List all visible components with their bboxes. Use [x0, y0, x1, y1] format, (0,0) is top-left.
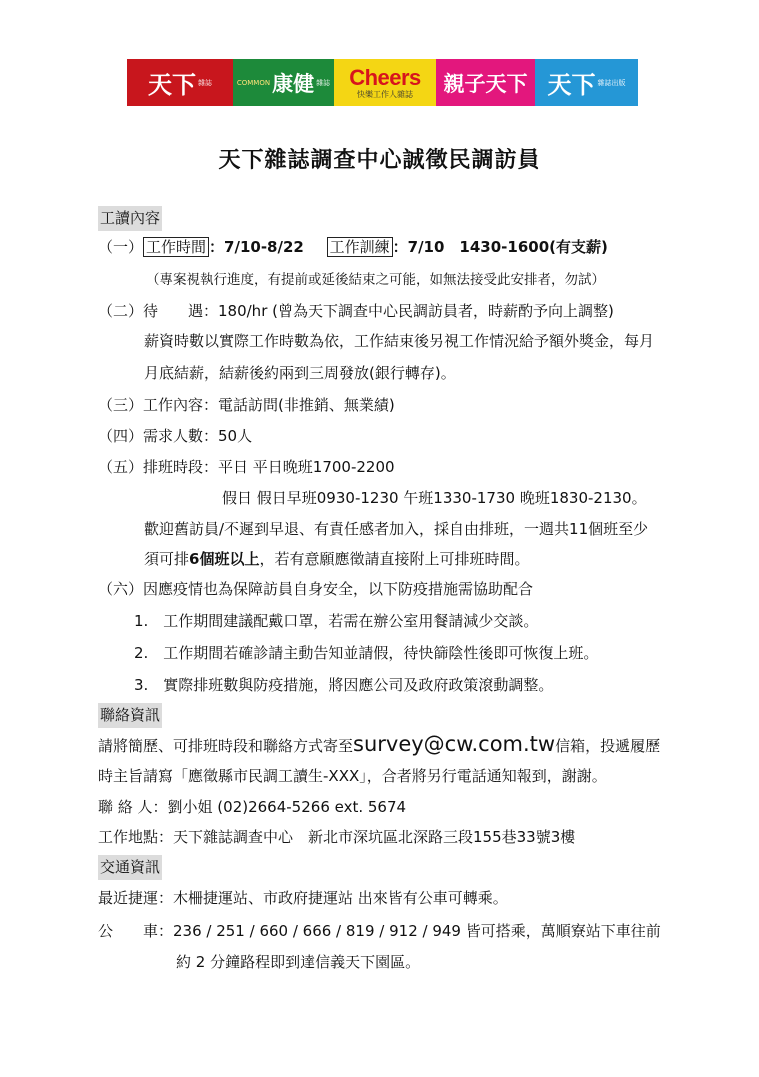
item-two: （二）待 遇：180/hr (曾為天下調查中心民調訪員者，時薪酌予向上調整)	[98, 302, 614, 320]
bus-info-2: 約 2 分鐘路程即到達信義天下園區。	[176, 953, 421, 971]
work-period-value: ：7/10-8/22	[209, 238, 304, 256]
cheers-logo: Cheers 快樂工作人雜誌	[334, 59, 436, 106]
item-four: （四）需求人數：50人	[98, 427, 253, 445]
work-period-label: 工作時間	[143, 237, 209, 257]
min-shifts-emphasis: 6個班以上	[189, 550, 260, 568]
training-label: 工作訓練	[327, 237, 393, 257]
item-five: （五）排班時段：平日 平日晚班1700-2200	[98, 458, 395, 476]
training-value: ：7/10 1430-1600(有支薪)	[392, 238, 608, 256]
parenting-logo: 親子天下	[436, 59, 535, 106]
item-two-detail-1: 薪資時數以實際工作時數為依，工作結束後另視工作情況給予額外獎金，每月	[144, 332, 655, 350]
item-two-detail-2: 月底結薪，結薪後約兩到三周發放(銀行轉存)。	[144, 364, 456, 382]
mrt-info: 最近捷運：木柵捷運站、市政府捷運站 出來皆有公車可轉乘。	[98, 889, 508, 907]
contact-person: 聯 絡 人：劉小姐 (02)2664-5266 ext. 5674	[98, 798, 407, 816]
item-one-number: （一）	[98, 238, 144, 256]
publisher-logo-bar	[127, 59, 638, 106]
email-address: survey@cw.com.tw	[353, 732, 556, 756]
item-six: （六）因應疫情也為保障訪員自身安全，以下防疫措施需協助配合	[98, 580, 534, 598]
item-five-detail-2: 須可排6個班以上，若有意願應徵請直接附上可排班時間。	[144, 550, 530, 568]
item-one-note: （專案視執行進度，有提前或延後結束之可能，如無法接受此安排者，勿試）	[146, 272, 605, 288]
bus-info: 公 車：236 / 251 / 660 / 666 / 819 / 912 / 949 皆可搭乘，萬順寮站下車往前	[98, 922, 661, 940]
work-location: 工作地點：天下雜誌調查中心 新北市深坑區北深路三段155巷33號3樓	[98, 828, 576, 846]
page-title: 天下雜誌調查中心誠徵民調訪員	[218, 148, 541, 173]
section-heading-work: 工讀內容	[98, 206, 162, 231]
item-three: （三）工作內容：電話訪問(非推銷、無業績)	[98, 396, 395, 414]
list-item: 2. 工作期間若確診請主動告知並請假，待快篩陰性後即可恢復上班。	[134, 644, 599, 662]
section-heading-contact: 聯絡資訊	[98, 703, 162, 728]
contact-line-1: 請將簡歷、可排班時段和聯絡方式寄至survey@cw.com.tw信箱，投遞履歷	[98, 732, 661, 756]
item-five-holiday: 假日 假日早班0930-1230 午班1330-1730 晚班1830-2130。	[222, 489, 647, 507]
section-heading-transport: 交通資訊	[98, 855, 162, 880]
contact-line-2: 時主旨請寫「應徵縣市民調工讀生-XXX」，合者將另行電話通知報到，謝謝。	[98, 767, 607, 785]
list-item: 3. 實際排班數與防疫措施，將因應公司及政府政策滾動調整。	[134, 676, 554, 694]
item-one	[98, 236, 608, 258]
item-five-detail-1: 歡迎舊訪員/不遲到早退、有責任感者加入，採自由排班，一週共11個班至少	[144, 520, 649, 538]
common-health-logo: COMMON 康健 雜誌	[233, 59, 334, 106]
list-item: 1. 工作期間建議配戴口罩，若需在辦公室用餐請減少交談。	[134, 612, 539, 630]
commonwealth-magazine-logo: 天下 雜誌	[127, 59, 233, 106]
commonwealth-publishing-logo: 天下 雜誌出版	[535, 59, 638, 106]
